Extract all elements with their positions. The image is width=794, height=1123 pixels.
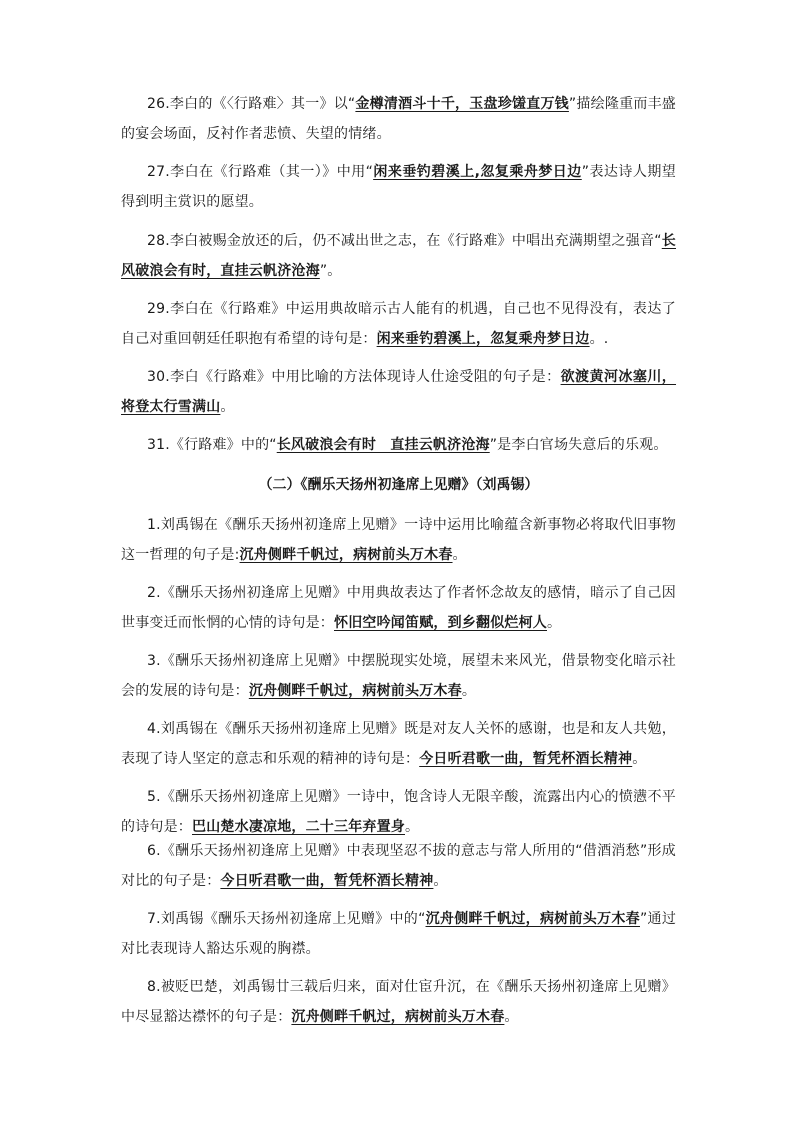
question-28-text: 28.李白被赐金放还的后，仍不减出世之志，在《行路难》中唱出充满期望之强音“: [147, 233, 662, 249]
question-1-text: 1.刘禹锡在《酬乐天扬州初逢席上见赠》一诗中运用比喻蕴含新事物必将取代旧事物这一哲理的句子是:: [121, 517, 676, 563]
question-29: [121, 294, 676, 354]
question-26-text: 26.李白的《〈行路难〉其一》以“: [147, 96, 356, 112]
question-8-text-end: 。: [504, 1009, 519, 1025]
question-5: [121, 782, 676, 842]
question-31-text: 31.《行路难》中的“: [147, 437, 277, 453]
question-6-text: 6.《酬乐天扬州初逢席上见赠》中表现坚忍不拔的意志与常人所用的“借酒消愁”形成对比的句子是：: [121, 843, 676, 889]
question-31-answer: 长风破浪会有时 直挂云帆济沧海: [276, 437, 490, 453]
question-4: [121, 714, 676, 774]
question-31: [121, 430, 676, 460]
question-7-text-end: ”通过对比表现诗人豁达乐观的胸襟。: [121, 911, 677, 957]
question-26-text-end: ”描绘隆重而丰盛的宴会场面，反衬作者悲愤、失望的情绪。: [121, 96, 677, 142]
question-29-text: 29.李白在《行路难》中运用典故暗示古人能有的机遇，自己也不见得没有，表达了自己对重回朝廷任职抱有希望的诗句是：: [121, 301, 676, 347]
question-27-answer: 闲来垂钓碧溪上,忽复乘舟梦日边: [373, 164, 582, 180]
question-29-text-end: 。.: [589, 331, 609, 347]
question-27-text: 27.李白在《行路难（其一）》中用“: [147, 164, 374, 180]
question-30-text: 30.李白《行路难》中用比喻的方法体现诗人仕途受阻的句子是：: [147, 369, 561, 385]
question-2-text: 2.《酬乐天扬州初逢席上见赠》中用典故表达了作者怀念故友的感情，暗示了自己因世事变迁而怅惘的心情的诗句是：: [121, 585, 676, 631]
question-8-text: 8.被贬巴楚，刘禹锡廿三载后归来，面对仕宦升沉，在《酬乐天扬州初逢席上见赠》中尽显豁达襟怀的句子是：: [121, 979, 676, 1025]
question-4-text: 4.刘禹锡在《酬乐天扬州初逢席上见赠》既是对友人关怀的感谢，也是和友人共勉，表现了诗人坚定的意志和乐观的精神的诗句是：: [121, 721, 676, 767]
question-7-answer: 沉舟侧畔千帆过，病树前头万木春: [425, 911, 640, 927]
question-5-text: 5.《酬乐天扬州初逢席上见赠》一诗中，饱含诗人无限辛酸，流露出内心的愤懑不平的诗句是：: [121, 789, 676, 835]
question-26: [121, 89, 676, 149]
question-26-answer: 金樽清酒斗十千，玉盘珍馐直万钱: [355, 96, 569, 112]
question-8-answer: 沉舟侧畔千帆过，病树前头万木春: [291, 1009, 505, 1025]
question-28: [121, 226, 676, 286]
question-2: [121, 578, 676, 638]
question-4-answer: 今日听君歌一曲，暂凭杯酒长精神: [419, 751, 633, 767]
question-27-text-end: ”表达诗人期望得到明主赏识的愿望。: [121, 164, 677, 210]
question-3: [121, 646, 676, 706]
question-1-text-end: 。: [452, 547, 467, 563]
question-6: [121, 836, 676, 896]
question-6-text-end: 。: [433, 873, 448, 889]
question-3-text: 3.《酬乐天扬州初逢席上见赠》中摆脱现实处境，展望未来风光，借景物变化暗示社会的发展的诗句是：: [121, 653, 676, 699]
question-3-text-end: 。: [461, 683, 477, 699]
question-29-answer: 闲来垂钓碧溪上，忽复乘舟梦日边: [376, 331, 590, 347]
question-28-answer: 长风破浪会有时，直挂云帆济沧海: [121, 233, 676, 279]
question-6-answer: 今日听君歌一曲，暂凭杯酒长精神: [220, 873, 434, 889]
question-7-text: 7.刘禹锡《酬乐天扬州初逢席上见赠》中的“: [147, 911, 426, 927]
question-30-answer: 欲渡黄河冰塞川，将登太行雪满山: [121, 369, 677, 415]
question-27: [121, 157, 676, 217]
question-5-text-end: 。: [405, 819, 420, 835]
question-4-text-end: 。: [632, 751, 647, 767]
section-heading: （二）《酬乐天扬州初逢席上见赠》（刘禹锡）: [258, 477, 539, 493]
question-2-answer: 怀旧空吟闻笛赋，到乡翻似烂柯人: [334, 615, 547, 631]
question-3-answer: 沉舟侧畔千帆过，病树前头万木春: [248, 683, 462, 699]
question-1-answer: 沉舟侧畔千帆过，病树前头万木春: [239, 547, 453, 563]
question-8: [121, 972, 676, 1032]
question-7: [121, 904, 676, 964]
question-5-answer: 巴山楚水凄凉地，二十三年弃置身: [192, 819, 405, 835]
question-1: [121, 510, 676, 570]
question-31-text-end: ”是李白官场失意后的乐观。: [489, 437, 668, 453]
question-30-text-end: 。: [220, 399, 235, 415]
question-2-text-end: 。: [547, 615, 562, 631]
question-28-text-end: ”。: [319, 263, 342, 279]
question-30: [121, 362, 676, 422]
